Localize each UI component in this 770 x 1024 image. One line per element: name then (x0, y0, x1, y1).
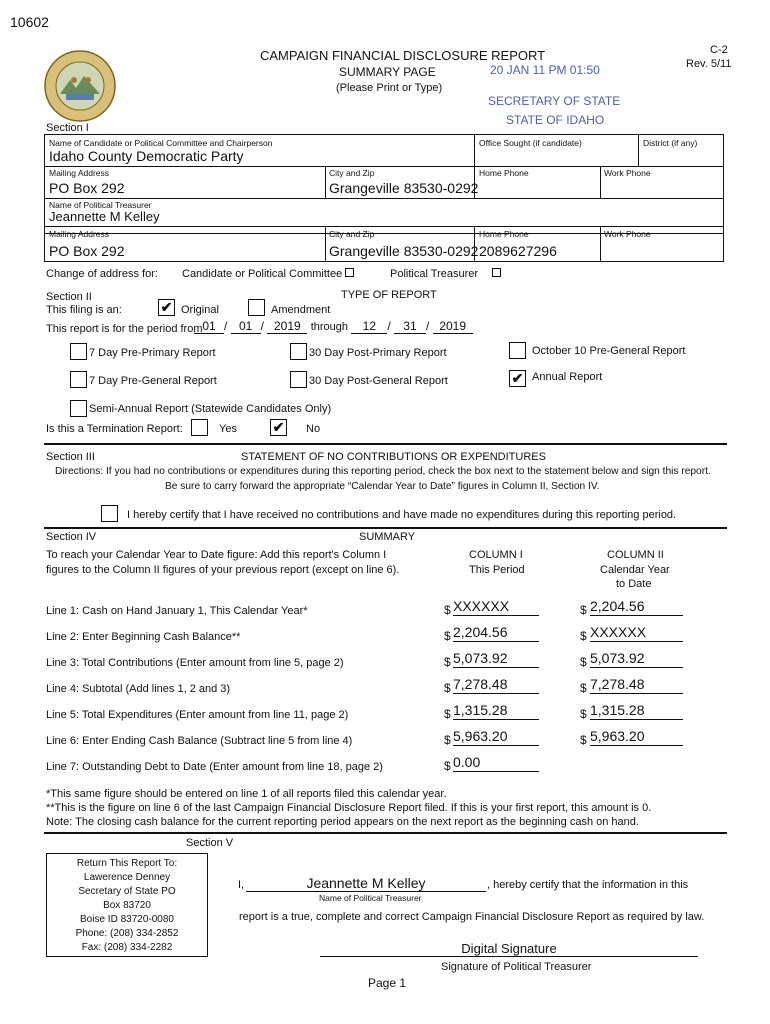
termination-report-label: Is this a Termination Report: (46, 423, 183, 435)
period-to-year[interactable]: 2019 (433, 319, 473, 334)
type-of-report-heading: TYPE OF REPORT (341, 289, 437, 301)
treasurer-name-field[interactable]: Jeannette M Kelley (49, 209, 160, 224)
page-number: Page 1 (368, 976, 407, 990)
no-contributions-checkbox[interactable] (101, 505, 118, 522)
form-title: CAMPAIGN FINANCIAL DISCLOSURE REPORT (260, 48, 546, 63)
summary-line-label: Line 1: Cash on Hand January 1, This Calendar Year* (46, 605, 308, 617)
treasurer-city-field[interactable]: Grangeville 83530-0292 (329, 243, 479, 259)
termination-no-label: No (306, 423, 321, 435)
form-subtitle: SUMMARY PAGE (339, 65, 436, 79)
semi-annual-checkbox[interactable] (70, 400, 87, 417)
section-4-label: Section IV (46, 531, 97, 543)
semi-annual-label: Semi-Annual Report (Statewide Candidates Only) (89, 403, 332, 415)
home-phone-label: Home Phone (479, 168, 529, 178)
original-label: Original (181, 304, 219, 316)
return-line: Phone: (208) 334-2852 (75, 928, 179, 939)
dollar-sign: $ (444, 733, 451, 747)
treasurer-name-label: Name of Political Treasurer (49, 200, 152, 210)
return-line: Fax: (208) 334-2282 (81, 942, 173, 953)
annual-report-checkbox[interactable]: ✔ (509, 370, 526, 387)
form-instruction: (Please Print or Type) (336, 82, 443, 94)
pre-primary-7day-checkbox[interactable] (70, 343, 87, 360)
summary-line-label: Line 4: Subtotal (Add lines 1, 2 and 3) (46, 683, 231, 695)
treasurer-home-phone-field[interactable]: 2089627296 (479, 243, 557, 259)
post-primary-30day-checkbox[interactable] (290, 343, 307, 360)
column-1-subtitle: This Period (469, 564, 525, 576)
certify-i-prefix: I, (238, 879, 245, 891)
return-line: Return This Report To: (76, 858, 178, 869)
form-code: C-2 (710, 44, 728, 56)
footnote-1: *This same figure should be entered on line 1 of all reports filed this calendar year. (46, 788, 447, 800)
city-zip-label: City and Zip (329, 168, 375, 178)
return-line: Lawerence Denney (83, 872, 171, 883)
column-1-amount[interactable]: XXXXXX (453, 598, 539, 616)
summary-line-label: Line 2: Enter Beginning Cash Balance** (46, 631, 241, 643)
post-general-30day-label: 30 Day Post-General Report (309, 375, 448, 387)
column-2-title: COLUMN II (607, 549, 664, 561)
column-1-amount[interactable]: 0.00 (453, 754, 539, 772)
change-treasurer-checkbox[interactable] (492, 268, 501, 277)
section-3-label: Section III (46, 451, 95, 463)
pre-general-7day-checkbox[interactable] (70, 371, 87, 388)
october-10-checkbox[interactable] (509, 342, 526, 359)
section-1-label: Section I (46, 122, 89, 134)
column-2-amount[interactable]: 1,315.28 (590, 702, 683, 720)
stamp-office-line2: STATE OF IDAHO (506, 113, 605, 127)
treasurer-work-phone-label: Work Phone (604, 229, 651, 239)
summary-line-label: Line 7: Outstanding Debt to Date (Enter amount from line 18, page 2) (46, 761, 383, 773)
office-sought-label: Office Sought (if candidate) (479, 138, 582, 148)
dollar-sign: $ (444, 603, 451, 617)
dollar-sign: $ (580, 655, 587, 669)
return-line: Secretary of State PO (78, 886, 176, 897)
footnote-2: **This is the figure on line 6 of the last Campaign Financial Disclosure Report filed. If this is your first report, this amount is 0. (46, 802, 652, 814)
dollar-sign: $ (444, 629, 451, 643)
return-address-box (46, 853, 208, 957)
through-label: through (310, 321, 348, 333)
column-2-amount[interactable]: 2,204.56 (590, 598, 683, 616)
treasurer-city-label: City and Zip (329, 229, 375, 239)
return-line: Boise ID 83720-0080 (80, 914, 174, 925)
change-treasurer-label: Political Treasurer (390, 268, 479, 280)
treasurer-home-phone-label: Home Phone (479, 229, 529, 239)
summary-line-label: Line 6: Enter Ending Cash Balance (Subtract line 5 from line 4) (46, 735, 353, 747)
column-2-amount[interactable]: 5,073.92 (590, 650, 683, 668)
received-stamp-date: 20 JAN 11 PM 01:50 (490, 63, 600, 77)
change-candidate-label: Candidate or Political Committee (182, 268, 343, 280)
section-divider (44, 443, 727, 445)
treasurer-mailing-label: Mailing Address (49, 229, 110, 239)
annual-report-label: Annual Report (532, 371, 603, 383)
city-zip-field[interactable]: Grangeville 83530-0292 (329, 180, 479, 196)
section-2-label: Section II (46, 291, 92, 303)
document-number: 10602 (10, 14, 49, 30)
certify-suffix: , hereby certify that the information in this (487, 879, 689, 891)
post-general-30day-checkbox[interactable] (290, 371, 307, 388)
section-3-heading: STATEMENT OF NO CONTRIBUTIONS OR EXPENDITURES (241, 451, 546, 463)
footnote-3: Note: The closing cash balance for the current reporting period appears on the next report as the beginning cash on hand. (46, 816, 639, 828)
state-seal-icon (44, 50, 116, 122)
change-of-address-label: Change of address for: (46, 268, 158, 280)
column-2-amount[interactable]: XXXXXX (590, 624, 683, 642)
signature-caption: Signature of Political Treasurer (441, 961, 592, 973)
return-line: Box 83720 (103, 900, 151, 911)
dollar-sign: $ (580, 681, 587, 695)
signature-field[interactable]: Digital Signature (320, 941, 698, 957)
section-3-directions: Directions: If you had no contributions or expenditures during this reporting period, check the box next to the statement below and sign this report. (55, 466, 711, 477)
candidate-name-field[interactable]: Idaho County Democratic Party (49, 148, 244, 164)
period-to-day[interactable]: 31 (394, 319, 426, 334)
post-primary-30day-label: 30 Day Post-Primary Report (309, 347, 447, 359)
summary-line-label: Line 5: Total Expenditures (Enter amount from line 11, page 2) (46, 709, 349, 721)
stamp-office-line1: SECRETARY OF STATE (488, 94, 621, 108)
dollar-sign: $ (444, 759, 451, 773)
column-1-amount[interactable]: 2,204.56 (453, 624, 539, 642)
column-2-subtitle-1: Calendar Year (600, 564, 670, 576)
column-1-amount[interactable]: 1,315.28 (453, 702, 539, 720)
termination-yes-label: Yes (219, 423, 237, 435)
form-revision: Rev. 5/11 (686, 58, 732, 70)
summary-heading: SUMMARY (359, 531, 416, 543)
mailing-address-label: Mailing Address (49, 168, 110, 178)
summary-line-label: Line 3: Total Contributions (Enter amount from line 5, page 2) (46, 657, 344, 669)
column-2-subtitle-2: to Date (616, 578, 652, 590)
report-period-label: This report is for the period from (46, 323, 203, 335)
period-from-month[interactable]: 01 (194, 319, 224, 334)
period-from-year[interactable]: 2019 (267, 319, 307, 334)
column-1-amount[interactable]: 7,278.48 (453, 676, 539, 694)
dollar-sign: $ (580, 629, 587, 643)
section-5-label: Section V (186, 837, 234, 849)
pre-primary-7day-label: 7 Day Pre-Primary Report (89, 347, 216, 359)
dollar-sign: $ (444, 681, 451, 695)
dollar-sign: $ (580, 707, 587, 721)
treasurer-mailing-field[interactable]: PO Box 292 (49, 243, 125, 259)
pre-general-7day-label: 7 Day Pre-General Report (89, 375, 217, 387)
period-from-day[interactable]: 01 (231, 319, 261, 334)
summary-intro-1: To reach your Calendar Year to Date figure: Add this report's Column I (46, 549, 387, 561)
treasurer-name-caption: Name of Political Treasurer (319, 893, 422, 903)
amendment-checkbox[interactable] (248, 299, 265, 316)
column-1-title: COLUMN I (469, 549, 523, 561)
column-1-amount[interactable]: 5,963.20 (453, 728, 539, 746)
column-2-amount[interactable]: 7,278.48 (590, 676, 683, 694)
original-checkbox[interactable]: ✔ (158, 299, 175, 316)
district-label: District (if any) (643, 138, 698, 148)
dollar-sign: $ (580, 603, 587, 617)
dollar-sign: $ (444, 655, 451, 669)
certify-line-2: report is a true, complete and correct Campaign Financial Disclosure Report as required by law. (239, 911, 705, 923)
work-phone-label: Work Phone (604, 168, 651, 178)
termination-no-checkbox[interactable]: ✔ (270, 419, 287, 436)
dollar-sign: $ (444, 707, 451, 721)
mailing-address-field[interactable]: PO Box 292 (49, 180, 125, 196)
no-contributions-statement: I hereby certify that I have received no contributions and have made no expenditures during this reporting period. (127, 509, 677, 521)
treasurer-certify-name-field[interactable]: Jeannette M Kelley (246, 875, 486, 892)
filing-is-an-label: This filing is an: (46, 304, 122, 316)
section-3-carry-forward: Be sure to carry forward the appropriate “Calendar Year to Date” figures in Column II, Section IV. (165, 481, 600, 492)
amendment-label: Amendment (271, 304, 331, 316)
period-to-month[interactable]: 12 (351, 319, 387, 334)
termination-yes-checkbox[interactable] (191, 419, 208, 436)
column-1-amount[interactable]: 5,073.92 (453, 650, 539, 668)
column-2-amount[interactable]: 5,963.20 (590, 728, 683, 746)
candidate-name-label: Name of Candidate or Political Committee and Chairperson (49, 138, 273, 148)
dollar-sign: $ (580, 733, 587, 747)
summary-intro-2: figures to the Column II figures of your previous report (except on line 6). (46, 564, 400, 576)
october-10-label: October 10 Pre-General Report (532, 345, 686, 357)
change-candidate-checkbox[interactable] (345, 268, 354, 277)
